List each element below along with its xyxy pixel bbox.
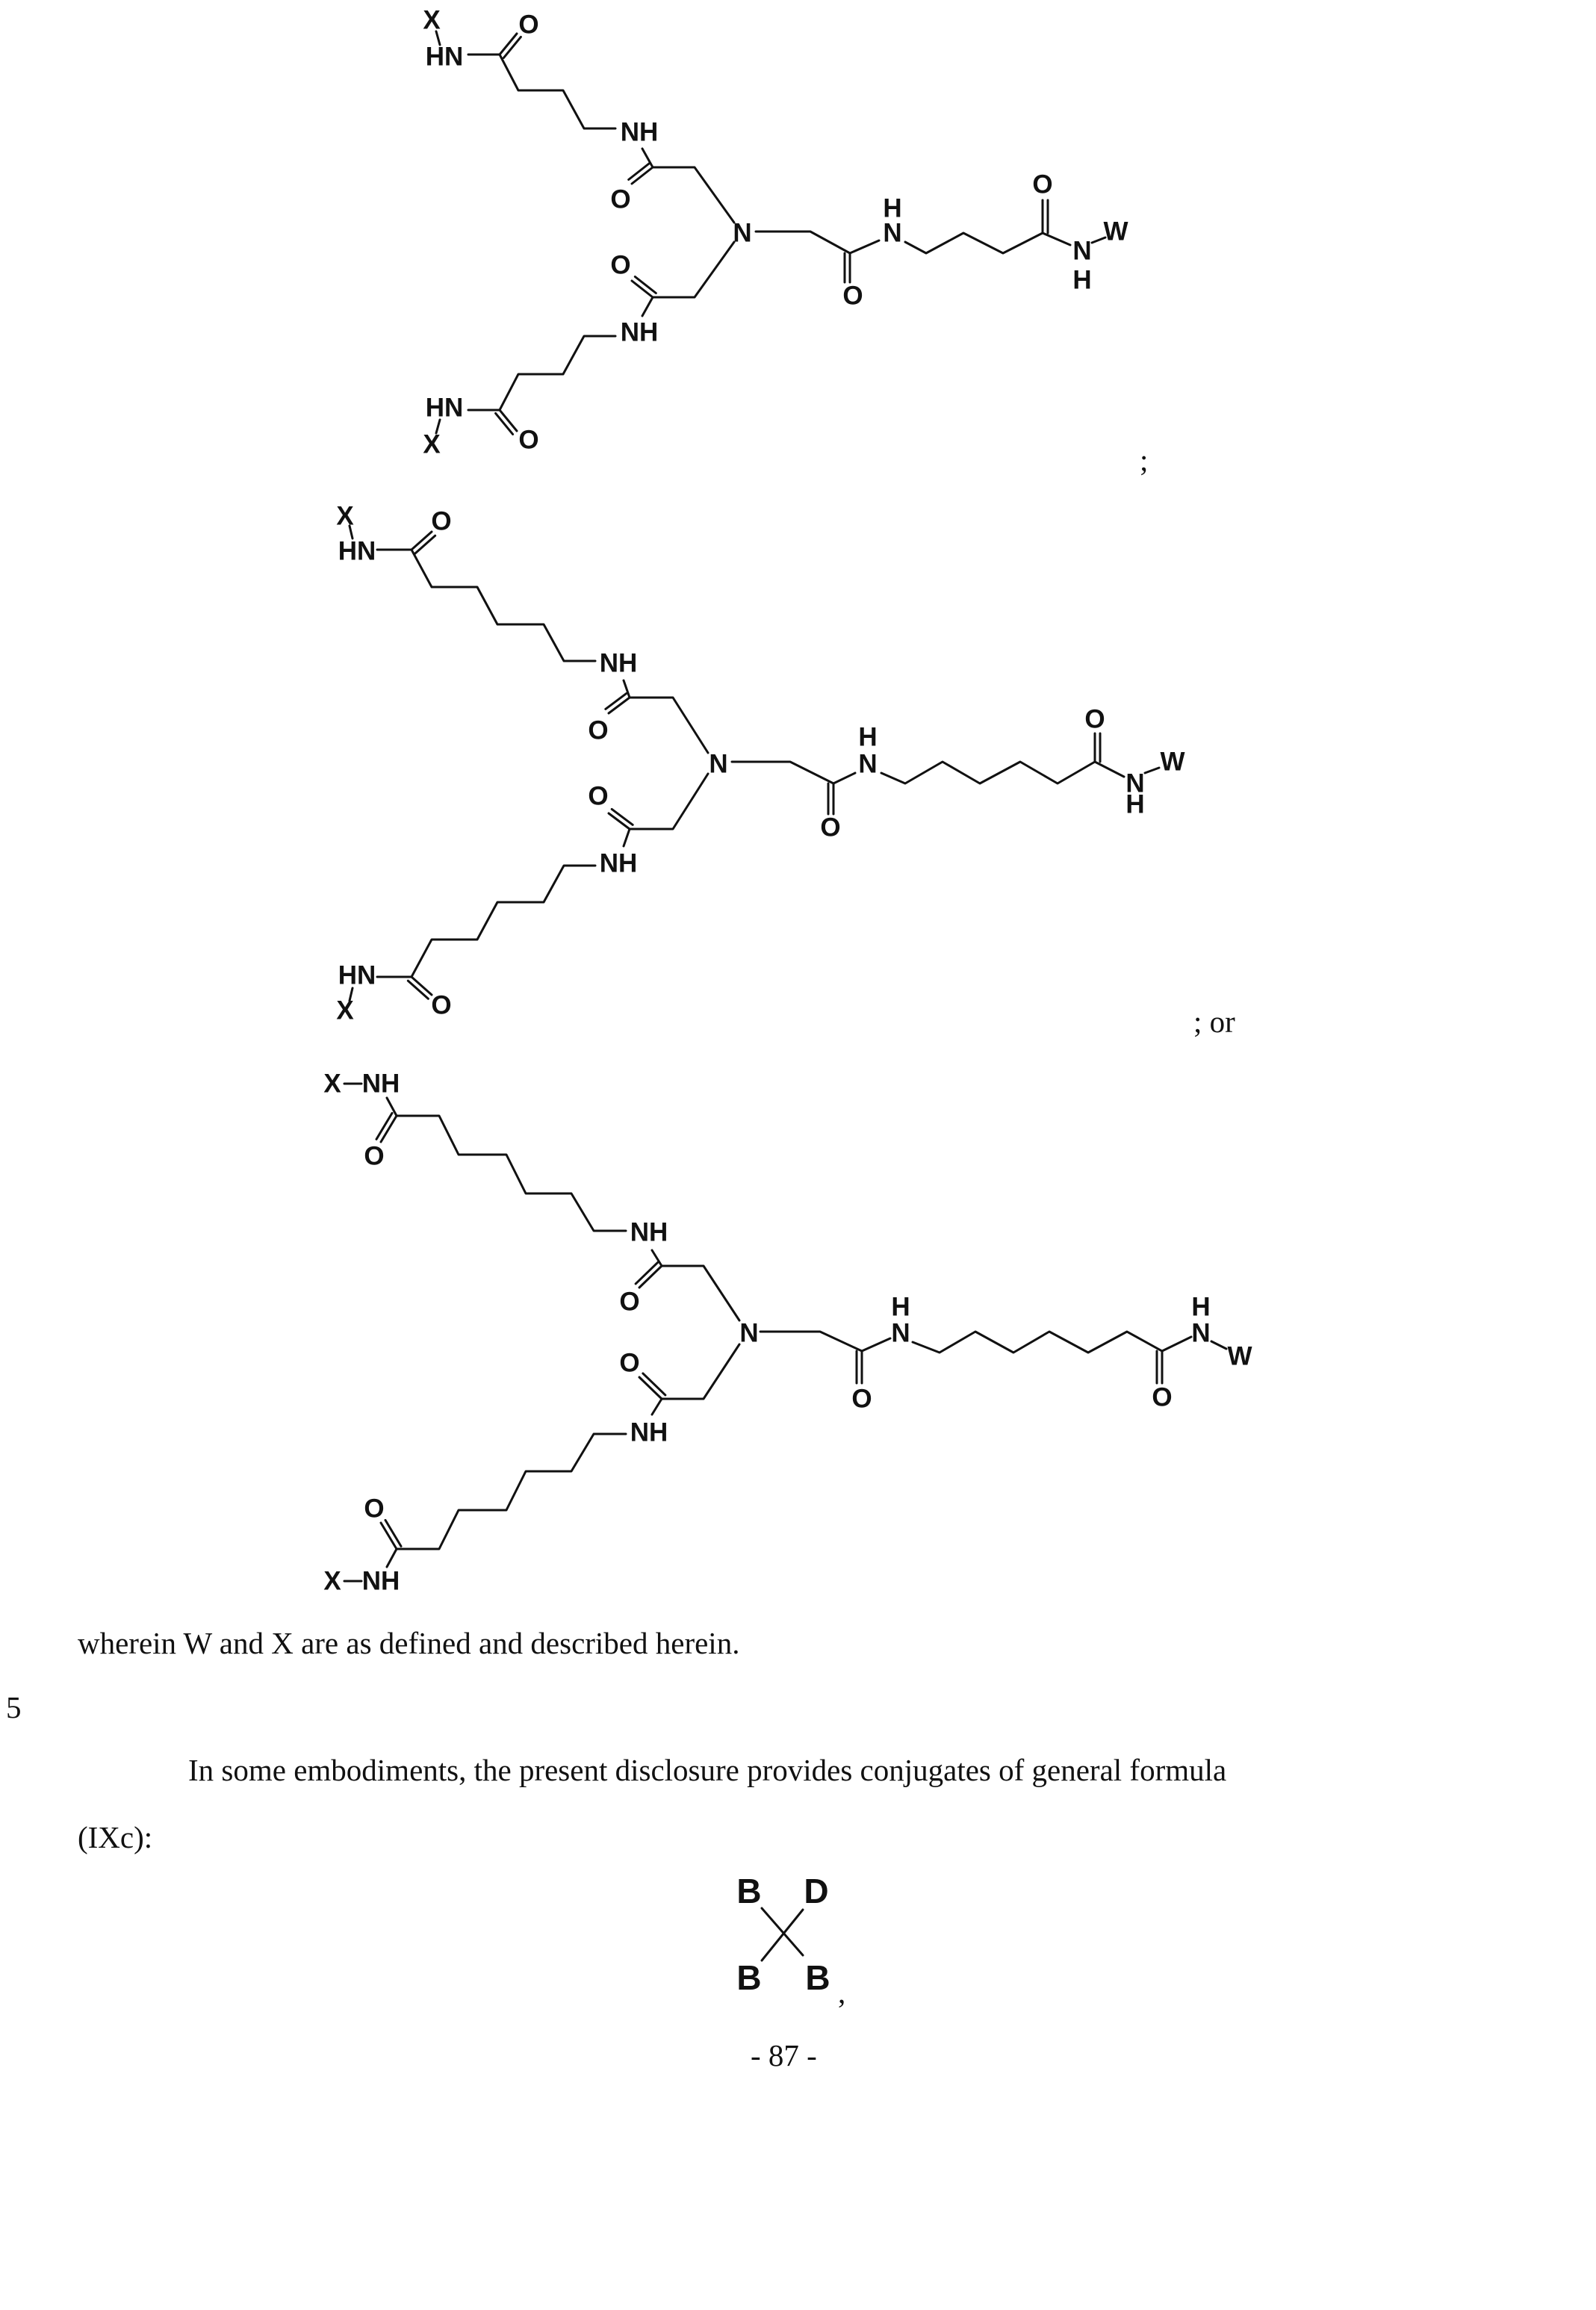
structure-3-atom-o: O	[364, 1494, 384, 1524]
line-number: 5	[6, 1692, 22, 1723]
structure-3-atom-n: N	[1191, 1319, 1210, 1348]
structure-3-atom-h: H	[891, 1293, 910, 1322]
structure-1-atom-nh: NH	[621, 318, 659, 347]
bond	[762, 1908, 803, 1955]
structure-1-atom-n: N	[733, 219, 751, 248]
structure-3-atom-o: O	[364, 1142, 384, 1171]
structure-1-atom-hn: HN	[426, 43, 464, 72]
structure-2-terminator: ; or	[1193, 1007, 1235, 1037]
structure-2-atom-o: O	[1084, 705, 1105, 734]
structure-3-atom-o: O	[619, 1349, 639, 1378]
formula-atom-b: B	[736, 1958, 761, 1997]
structure-1-atom-n: N	[883, 219, 901, 248]
structure-2-atom-hn: HN	[338, 961, 376, 990]
structure-3-atom-h: H	[1191, 1293, 1210, 1322]
bond	[732, 762, 855, 783]
structure-2-atom-h: H	[858, 723, 877, 752]
structure-1-atom-x: X	[423, 430, 441, 459]
bond	[652, 1344, 739, 1415]
structure-3-atom-o: O	[619, 1288, 639, 1317]
structure-2-atom-nh: NH	[600, 649, 638, 678]
bond	[624, 774, 708, 846]
structure-2-atom-h: H	[1125, 790, 1144, 819]
structure-1-atom-w: W	[1103, 217, 1128, 246]
structure-3-atom-w: W	[1227, 1342, 1252, 1371]
structure-3-atom-nh: NH	[362, 1069, 400, 1099]
structure-3-atom-n: N	[891, 1319, 910, 1348]
chemical-structures	[0, 0, 1596, 2310]
bond	[642, 149, 734, 223]
bond	[397, 1434, 626, 1549]
structure-1-atom-o: O	[1032, 170, 1052, 199]
bond	[756, 232, 879, 253]
structure-1-atom-o: O	[518, 426, 538, 455]
wherein-text: wherein W and X are as defined and described herein.	[78, 1628, 739, 1659]
bond	[881, 762, 1124, 783]
structure-3-atom-nh: NH	[362, 1567, 400, 1596]
structure-2-atom-o: O	[588, 782, 608, 811]
structure-1-atom-x: X	[423, 6, 441, 35]
structure-3-atom-nh: NH	[630, 1218, 668, 1247]
structure-3-atom-x: X	[323, 1069, 341, 1099]
formula-label: (IXc):	[78, 1822, 152, 1853]
formula-atom-b: B	[805, 1958, 830, 1997]
structure-1-atom-o: O	[610, 185, 630, 214]
bond	[760, 1332, 890, 1351]
bond	[412, 866, 595, 977]
bond	[762, 1910, 803, 1960]
structure-2-atom-x: X	[336, 502, 354, 531]
formula-trailing-comma: ,	[838, 1978, 845, 2008]
bond	[642, 242, 734, 316]
bond	[905, 233, 1070, 253]
structure-2-atom-nh: NH	[600, 849, 638, 878]
structure-2-atom-x: X	[336, 996, 354, 1025]
structure-2-atom-o: O	[820, 813, 840, 842]
bond	[412, 550, 595, 661]
structure-1-atom-o: O	[610, 251, 630, 280]
structure-2-atom-hn: HN	[338, 537, 376, 566]
formula-atom-d: D	[804, 1872, 828, 1910]
structure-1-atom-o: O	[842, 282, 863, 311]
bond	[913, 1332, 1191, 1353]
structure-2-atom-n: N	[858, 750, 877, 779]
structure-2-atom-n: N	[709, 750, 727, 779]
structure-1-atom-o: O	[518, 10, 538, 40]
bond	[397, 1116, 626, 1231]
bond	[1211, 1341, 1226, 1349]
structure-3-atom-n: N	[739, 1319, 758, 1348]
structure-1-atom-n: N	[1072, 237, 1091, 266]
structure-2-atom-o: O	[431, 507, 451, 536]
structure-3-atom-nh: NH	[630, 1418, 668, 1447]
page-number: - 87 -	[751, 2040, 817, 2071]
formula-atom-b: B	[736, 1872, 761, 1910]
structure-1-terminator: ;	[1140, 445, 1148, 476]
bond	[500, 336, 615, 410]
structure-1-atom-hn: HN	[426, 394, 464, 423]
bond	[387, 1549, 397, 1567]
structure-1-atom-nh: NH	[621, 118, 659, 147]
structure-2-atom-o: O	[431, 991, 451, 1020]
bond	[624, 680, 708, 753]
structure-1-atom-h: H	[1072, 266, 1091, 295]
structure-2-atom-o: O	[588, 716, 608, 745]
structure-3-atom-o: O	[851, 1385, 872, 1414]
bond	[500, 55, 615, 128]
structure-3-atom-x: X	[323, 1567, 341, 1596]
bond	[1145, 768, 1159, 773]
structure-2-atom-n: N	[1125, 769, 1144, 798]
bond	[652, 1250, 739, 1320]
structure-3-atom-o: O	[1152, 1383, 1172, 1412]
structure-1-atom-h: H	[883, 194, 901, 223]
paragraph-text: In some embodiments, the present disclosure provides conjugates of general formula	[188, 1755, 1226, 1786]
structure-2-atom-w: W	[1160, 748, 1184, 777]
